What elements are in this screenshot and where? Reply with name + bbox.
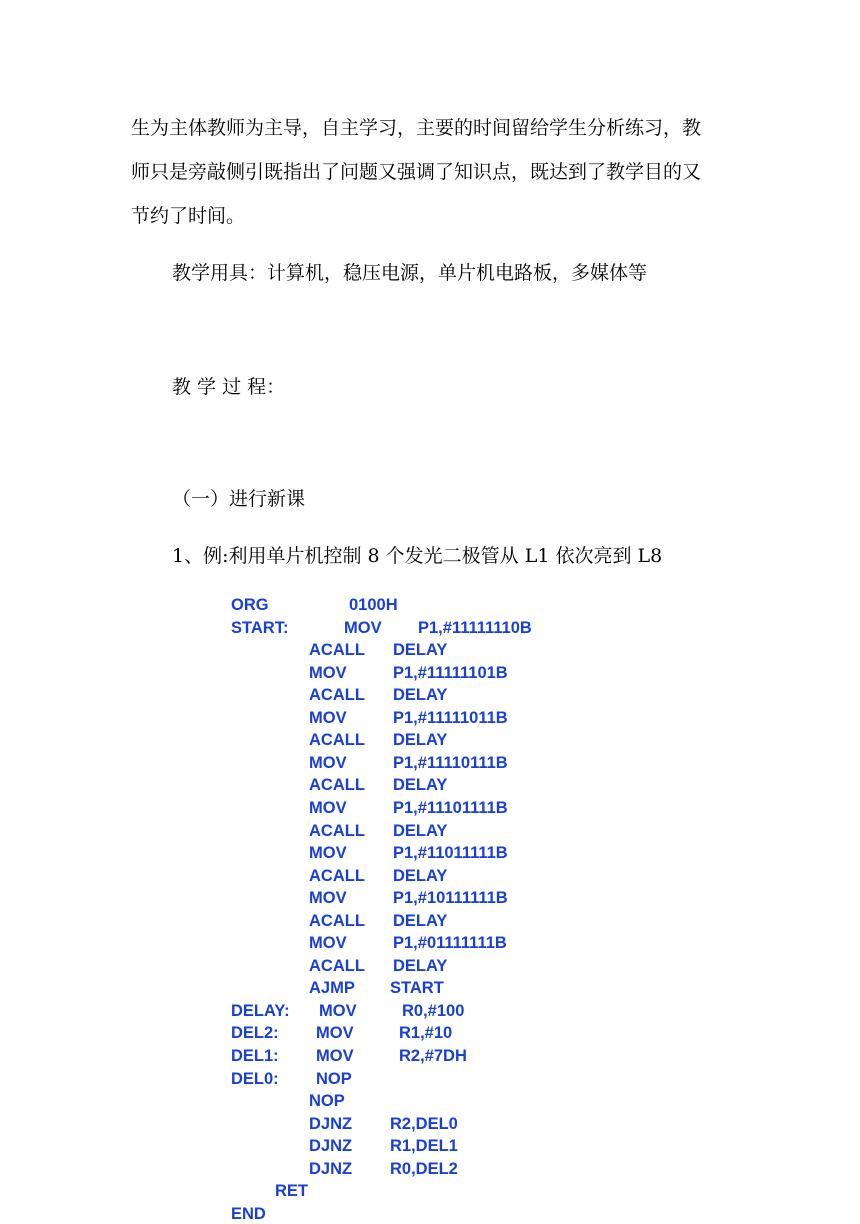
code-operand: P1,#11110111B xyxy=(393,753,508,772)
example-heading: 1、例:利用单片机控制 8 个发光二极管从 L1 依次亮到 L8 xyxy=(172,545,663,567)
paragraph-line-2: 师只是旁敲侧引既指出了问题又强调了知识点，既达到了教学目的又 xyxy=(131,161,702,183)
code-label: START: xyxy=(231,618,289,637)
code-operand: DELAY xyxy=(393,686,448,705)
code-operand: DELAY xyxy=(393,956,448,975)
code-operand: DELAY xyxy=(393,911,448,930)
code-operand: DELAY xyxy=(393,731,448,750)
paragraph-line-1: 生为主体教师为主导，自主学习，主要的时间留给学生分析练习，教 xyxy=(131,117,702,139)
code-mnemonic: ACALL xyxy=(309,911,365,930)
code-operand: P1,#10111111B xyxy=(393,889,508,908)
code-mnemonic: MOV xyxy=(344,618,382,637)
code-operand: R2,DEL0 xyxy=(390,1114,458,1133)
code-mnemonic: DJNZ xyxy=(309,1137,353,1156)
code-mnemonic: MOV xyxy=(309,753,347,772)
code-operand: R2,#7DH xyxy=(399,1047,467,1065)
code-operand: P1,#11111101B xyxy=(393,663,508,682)
code-mnemonic: 0100H xyxy=(349,596,398,614)
code-operand: DELAY xyxy=(393,821,448,840)
code-label: ORG xyxy=(231,596,269,614)
code-mnemonic: MOV xyxy=(309,844,347,863)
code-operand: DELAY xyxy=(393,866,448,885)
code-mnemonic: NOP xyxy=(309,1092,345,1111)
code-mnemonic: NOP xyxy=(316,1069,352,1088)
code-operand: DELAY xyxy=(393,776,448,795)
code-operand: P1,#11111011B xyxy=(393,708,508,727)
code-mnemonic: MOV xyxy=(319,1001,357,1020)
code-mnemonic: ACALL xyxy=(309,866,365,885)
code-operand: R1,DEL1 xyxy=(390,1137,458,1156)
code-operand: START xyxy=(390,979,444,998)
code-mnemonic: MOV xyxy=(309,934,347,953)
teaching-tools-line: 教学用具：计算机，稳压电源，单片机电路板，多媒体等 xyxy=(172,262,648,284)
teaching-process-heading: 教 学 过 程： xyxy=(172,376,286,398)
code-mnemonic: DJNZ xyxy=(309,1114,353,1133)
code-mnemonic: MOV xyxy=(309,708,347,727)
code-operand: R1,#10 xyxy=(399,1024,453,1043)
code-operand: P1,#01111111B xyxy=(393,934,507,953)
code-label: DEL0: xyxy=(231,1069,279,1088)
code-label: END xyxy=(231,1204,266,1223)
code-mnemonic: DJNZ xyxy=(309,1159,353,1178)
code-operand: P1,#11111110B xyxy=(418,618,532,637)
code-mnemonic: MOV xyxy=(309,798,347,817)
code-mnemonic: ACALL xyxy=(309,821,365,840)
paragraph-line-3: 节约了时间。 xyxy=(131,205,246,227)
code-operand: R0,DEL2 xyxy=(390,1159,458,1178)
code-mnemonic: ACALL xyxy=(309,956,365,975)
code-operand: P1,#11101111B xyxy=(393,798,508,817)
code-mnemonic: MOV xyxy=(309,889,347,908)
code-label: DEL1: xyxy=(231,1047,279,1065)
code-mnemonic: ACALL xyxy=(309,776,365,795)
code-label: DELAY: xyxy=(231,1001,290,1020)
code-mnemonic: ACALL xyxy=(309,686,365,705)
code-operand: P1,#11011111B xyxy=(393,844,508,863)
code-mnemonic: MOV xyxy=(316,1047,354,1065)
code-mnemonic: MOV xyxy=(316,1024,354,1043)
code-operand: DELAY xyxy=(393,641,448,660)
code-mnemonic: RET xyxy=(275,1182,308,1201)
code-mnemonic: ACALL xyxy=(309,641,365,660)
code-mnemonic: MOV xyxy=(309,663,347,682)
code-operand: R0,#100 xyxy=(402,1001,465,1020)
code-mnemonic: AJMP xyxy=(309,979,355,998)
section-heading: （一）进行新课 xyxy=(172,488,306,510)
code-mnemonic: ACALL xyxy=(309,731,365,750)
code-label: DEL2: xyxy=(231,1024,279,1043)
